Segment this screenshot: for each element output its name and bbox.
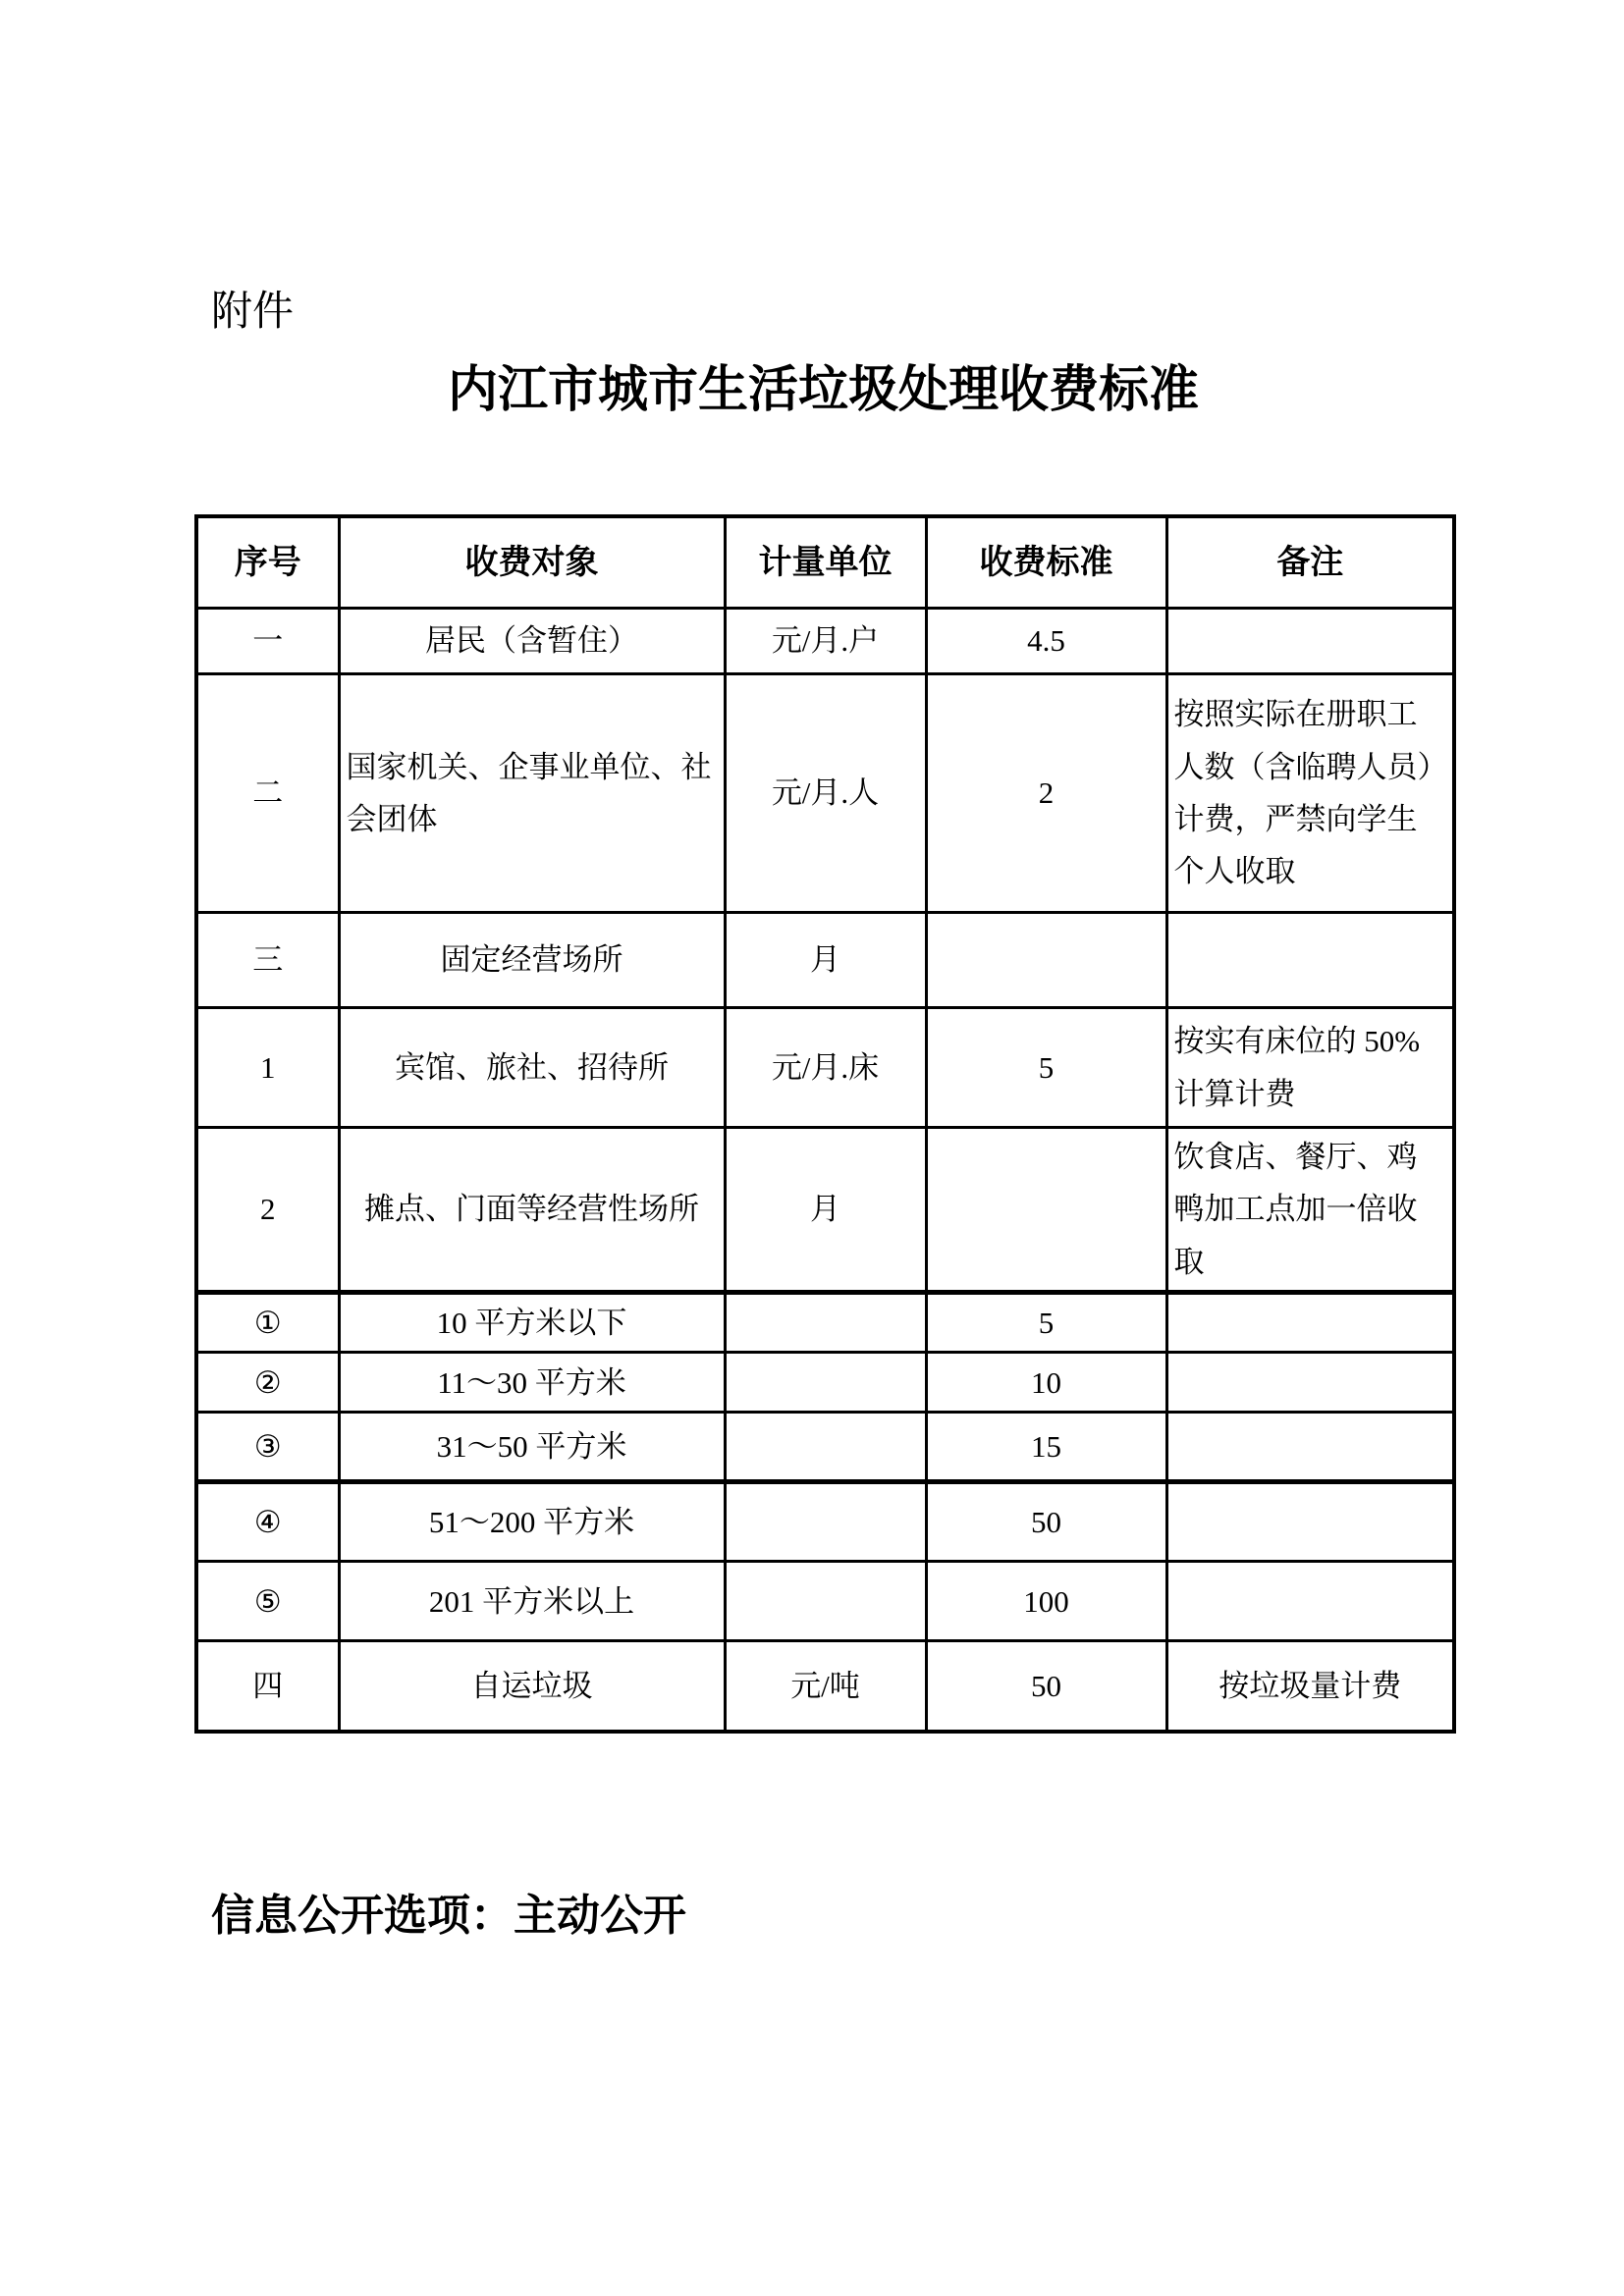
note-cell [1166, 1482, 1454, 1562]
fee-target-cell: 宾馆、旅社、招待所 [339, 1008, 725, 1128]
disclosure-option-value: 主动公开 [514, 1892, 686, 1940]
fee-standard-cell: 5 [926, 1008, 1166, 1128]
note-cell: 饮食店、餐厅、鸡鸭加工点加一倍收取 [1166, 1128, 1454, 1293]
table-row [196, 1008, 1454, 1128]
fee-standard-cell: 5 [926, 1292, 1166, 1352]
column-header-no: 序号 [196, 516, 339, 609]
fee-standard-cell: 10 [926, 1353, 1166, 1413]
disclosure-option-line [211, 1891, 686, 1943]
table-row [196, 913, 1454, 1008]
fee-standard-cell [926, 913, 1166, 1008]
column-header-target: 收费对象 [339, 516, 725, 609]
note-cell [1166, 609, 1454, 674]
row-number-cell: 1 [196, 1008, 339, 1128]
fee-standard-cell: 100 [926, 1562, 1166, 1641]
fee-target-cell: 固定经营场所 [339, 913, 725, 1008]
note-cell: 按垃圾量计费 [1166, 1641, 1454, 1732]
row-number-cell: ④ [196, 1482, 339, 1562]
unit-cell [725, 1292, 926, 1352]
fee-target-cell: 31～50 平方米 [339, 1413, 725, 1482]
unit-cell [725, 1353, 926, 1413]
note-cell [1166, 1353, 1454, 1413]
unit-cell [725, 1562, 926, 1641]
fee-target-cell: 居民（含暂住） [339, 609, 725, 674]
row-number-cell: ⑤ [196, 1562, 339, 1641]
table-header-row [196, 516, 1454, 609]
note-cell [1166, 913, 1454, 1008]
table-header-row [196, 516, 1454, 609]
fee-target-cell: 国家机关、企事业单位、社会团体 [339, 674, 725, 913]
table-row [196, 1353, 1454, 1413]
table-row [196, 1292, 1454, 1352]
fee-target-cell: 10 平方米以下 [339, 1292, 725, 1352]
fee-standard-cell: 50 [926, 1482, 1166, 1562]
table-row [196, 1128, 1454, 1293]
row-number-cell: 四 [196, 1641, 339, 1732]
unit-cell: 月 [725, 1128, 926, 1293]
table-row [196, 1562, 1454, 1641]
fee-standard-cell: 4.5 [926, 609, 1166, 674]
row-number-cell: ② [196, 1353, 339, 1413]
row-number-cell: ③ [196, 1413, 339, 1482]
note-cell [1166, 1292, 1454, 1352]
unit-cell: 元/月.床 [725, 1008, 926, 1128]
fee-target-cell: 201 平方米以上 [339, 1562, 725, 1641]
note-cell: 按照实际在册职工人数（含临聘人员）计费，严禁向学生个人收取 [1166, 674, 1454, 913]
row-number-cell: 三 [196, 913, 339, 1008]
row-number-cell: 二 [196, 674, 339, 913]
page-title: 内江市城市生活垃圾处理收费标准 [447, 363, 1199, 418]
table-row [196, 609, 1454, 674]
row-number-cell: 2 [196, 1128, 339, 1293]
row-number-cell: ① [196, 1292, 339, 1352]
fee-standard-cell: 50 [926, 1641, 1166, 1732]
column-header-fee: 收费标准 [926, 516, 1166, 609]
table-row [196, 1413, 1454, 1482]
unit-cell: 元/吨 [725, 1641, 926, 1732]
table-row [196, 1641, 1454, 1732]
fee-target-cell: 51～200 平方米 [339, 1482, 725, 1562]
note-cell: 按实有床位的 50%计算计费 [1166, 1008, 1454, 1128]
unit-cell [725, 1482, 926, 1562]
fee-target-cell: 摊点、门面等经营性场所 [339, 1128, 725, 1293]
unit-cell: 元/月.人 [725, 674, 926, 913]
fee-target-cell: 自运垃圾 [339, 1641, 725, 1732]
disclosure-option-label: 信息公开选项： [211, 1892, 514, 1940]
column-header-unit: 计量单位 [725, 516, 926, 609]
row-number-cell: 一 [196, 609, 339, 674]
fee-target-cell: 11～30 平方米 [339, 1353, 725, 1413]
note-cell [1166, 1562, 1454, 1641]
unit-cell: 元/月.户 [725, 609, 926, 674]
column-header-note: 备注 [1166, 516, 1454, 609]
fee-standard-cell: 2 [926, 674, 1166, 913]
fee-standard-cell: 15 [926, 1413, 1166, 1482]
fee-standard-cell [926, 1128, 1166, 1293]
table-row [196, 674, 1454, 913]
fee-standard-table [194, 514, 1456, 1734]
attachment-label: 附件 [211, 288, 295, 334]
unit-cell: 月 [725, 913, 926, 1008]
unit-cell [725, 1413, 926, 1482]
table-row [196, 1482, 1454, 1562]
note-cell [1166, 1413, 1454, 1482]
